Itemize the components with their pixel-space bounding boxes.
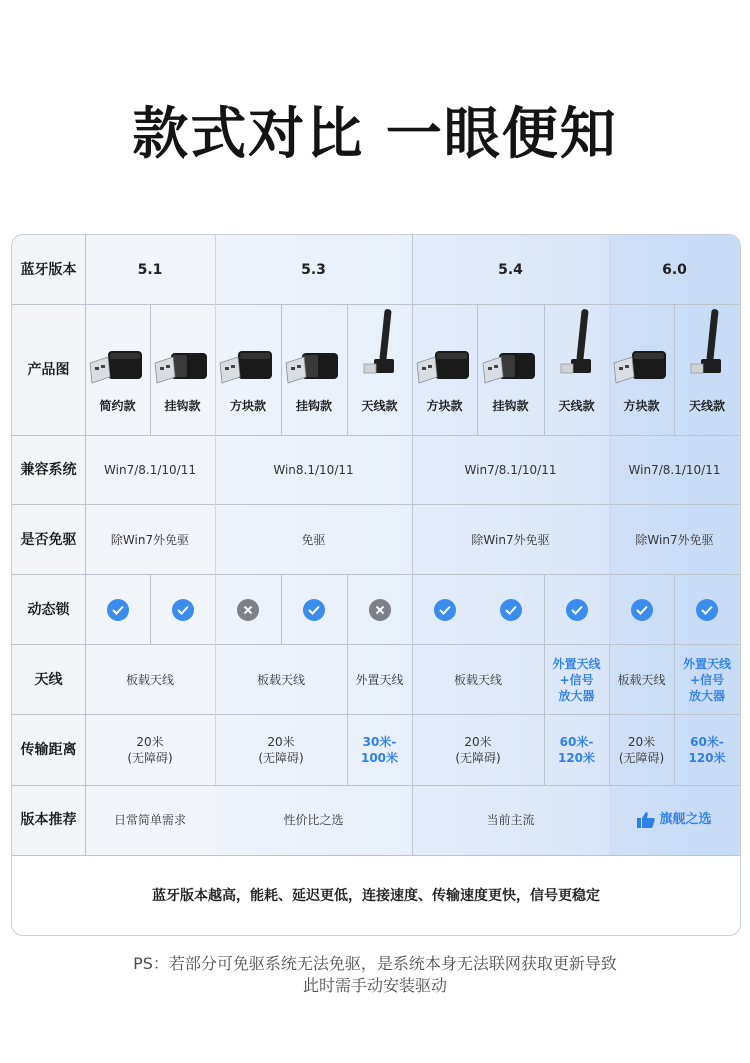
cross-icon (237, 599, 259, 621)
check-icon (434, 599, 456, 621)
lock-cell (544, 575, 609, 644)
usb-dongle-image (415, 343, 475, 391)
driver-5-4: 除Win7外免驱 (471, 532, 550, 547)
product-label: 简约款 (99, 399, 136, 413)
driver-5-3: 免驱 (301, 532, 326, 547)
lock-cell (281, 575, 347, 644)
product-cell (347, 305, 412, 436)
row-header-bt-version: 蓝牙版本 (20, 261, 77, 278)
usb-dongle-image (360, 307, 400, 391)
row-header-compatibility: 兼容系统 (20, 461, 77, 478)
product-cell (674, 305, 740, 436)
lock-cell (85, 575, 150, 644)
lock-cell (412, 575, 477, 644)
product-cell (85, 305, 150, 436)
lock-cell (609, 575, 674, 644)
distance-6-0-external: 60米- 120米 (688, 735, 726, 765)
version-5-1: 5.1 (137, 261, 163, 278)
row-header-dynamic-lock: 动态锁 (27, 601, 70, 618)
check-icon (500, 599, 522, 621)
product-label: 挂钩款 (492, 399, 529, 413)
ps-line-1: PS：若部分可免驱系统无法免驱，是系统本身无法联网获取更新导致 (133, 954, 617, 973)
compat-5-4: Win7/8.1/10/11 (464, 462, 557, 477)
check-icon (172, 599, 194, 621)
usb-dongle-image (612, 343, 672, 391)
comparison-table (11, 234, 741, 936)
recommend-6-0 (609, 785, 740, 855)
product-cell (215, 305, 281, 436)
product-label: 天线款 (688, 399, 725, 413)
usb-dongle-image (153, 343, 213, 391)
check-icon (303, 599, 325, 621)
usb-dongle-image (557, 307, 597, 391)
ps-line-2: 此时需手动安装驱动 (302, 976, 447, 995)
row-header-product-image: 产品图 (27, 362, 70, 378)
version-6-0: 6.0 (662, 261, 687, 278)
antenna-5-3-onboard: 板载天线 (256, 672, 305, 687)
usb-dongle-image (284, 343, 344, 391)
recommend-5-3: 性价比之选 (283, 813, 344, 827)
distance-5-3-onboard: 20米 (无障碍) (258, 735, 304, 765)
product-cell (150, 305, 215, 436)
antenna-5-3-external: 外置天线 (355, 672, 404, 687)
antenna-6-0-onboard: 板载天线 (617, 672, 666, 687)
lock-cell (347, 575, 412, 644)
product-cell (477, 305, 544, 436)
check-icon (696, 599, 718, 621)
product-cell (412, 305, 477, 436)
thumbs-up-icon (637, 812, 655, 828)
lock-cell (150, 575, 215, 644)
antenna-5-4-external: 外置天线 +信号 放大器 (552, 656, 601, 703)
product-cell (609, 305, 674, 436)
check-icon (631, 599, 653, 621)
antenna-6-0-external: 外置天线 +信号 放大器 (682, 656, 731, 703)
page-title: 款式对比 一眼便知 (132, 102, 618, 167)
product-label: 挂钩款 (295, 399, 332, 413)
lock-cell (477, 575, 544, 644)
usb-dongle-image (481, 343, 541, 391)
distance-6-0-onboard: 20米 (无障碍) (618, 735, 665, 765)
antenna-5-1: 板载天线 (125, 672, 174, 687)
distance-5-3-external: 30米- 100米 (360, 735, 399, 765)
distance-5-1: 20米 (无障碍) (127, 735, 173, 765)
recommend-5-4: 当前主流 (486, 813, 535, 827)
driver-5-1: 除Win7外免驱 (110, 532, 190, 547)
version-5-3: 5.3 (301, 261, 326, 278)
ps-note (0, 953, 750, 997)
row-header-recommendation: 版本推荐 (20, 812, 77, 828)
product-cell (544, 305, 609, 436)
row-header-antenna: 天线 (34, 671, 63, 688)
usb-dongle-image (88, 343, 148, 391)
distance-5-4-onboard: 20米 (无障碍) (455, 735, 501, 765)
compat-5-3: Win8.1/10/11 (273, 462, 354, 477)
product-label: 方块款 (229, 399, 266, 413)
flagship-label: 旗舰之选 (659, 812, 712, 827)
check-icon (107, 599, 129, 621)
antenna-5-4-onboard: 板载天线 (453, 672, 502, 687)
usb-dongle-image (218, 343, 278, 391)
compat-5-1: Win7/8.1/10/11 (104, 462, 196, 477)
table-footer-note: 蓝牙版本越高，能耗、延迟更低，连接速度、传输速度更快，信号更稳定 (152, 888, 600, 904)
check-icon (566, 599, 588, 621)
product-label: 方块款 (623, 399, 660, 413)
version-5-4: 5.4 (498, 261, 523, 278)
distance-5-4-external: 60米- 120米 (557, 735, 596, 765)
lock-cell (215, 575, 281, 644)
product-cell (281, 305, 347, 436)
usb-dongle-image (687, 307, 727, 391)
recommend-5-1: 日常简单需求 (113, 813, 186, 827)
product-label: 挂钩款 (164, 399, 201, 413)
row-header-driver-free: 是否免驱 (20, 531, 77, 548)
compat-6-0: Win7/8.1/10/11 (628, 462, 721, 477)
row-header-distance: 传输距离 (20, 742, 77, 758)
driver-6-0: 除Win7外免驱 (635, 532, 714, 547)
product-label: 方块款 (426, 399, 463, 413)
product-label: 天线款 (361, 399, 398, 413)
product-label: 天线款 (558, 399, 595, 413)
cross-icon (369, 599, 391, 621)
lock-cell (674, 575, 740, 644)
